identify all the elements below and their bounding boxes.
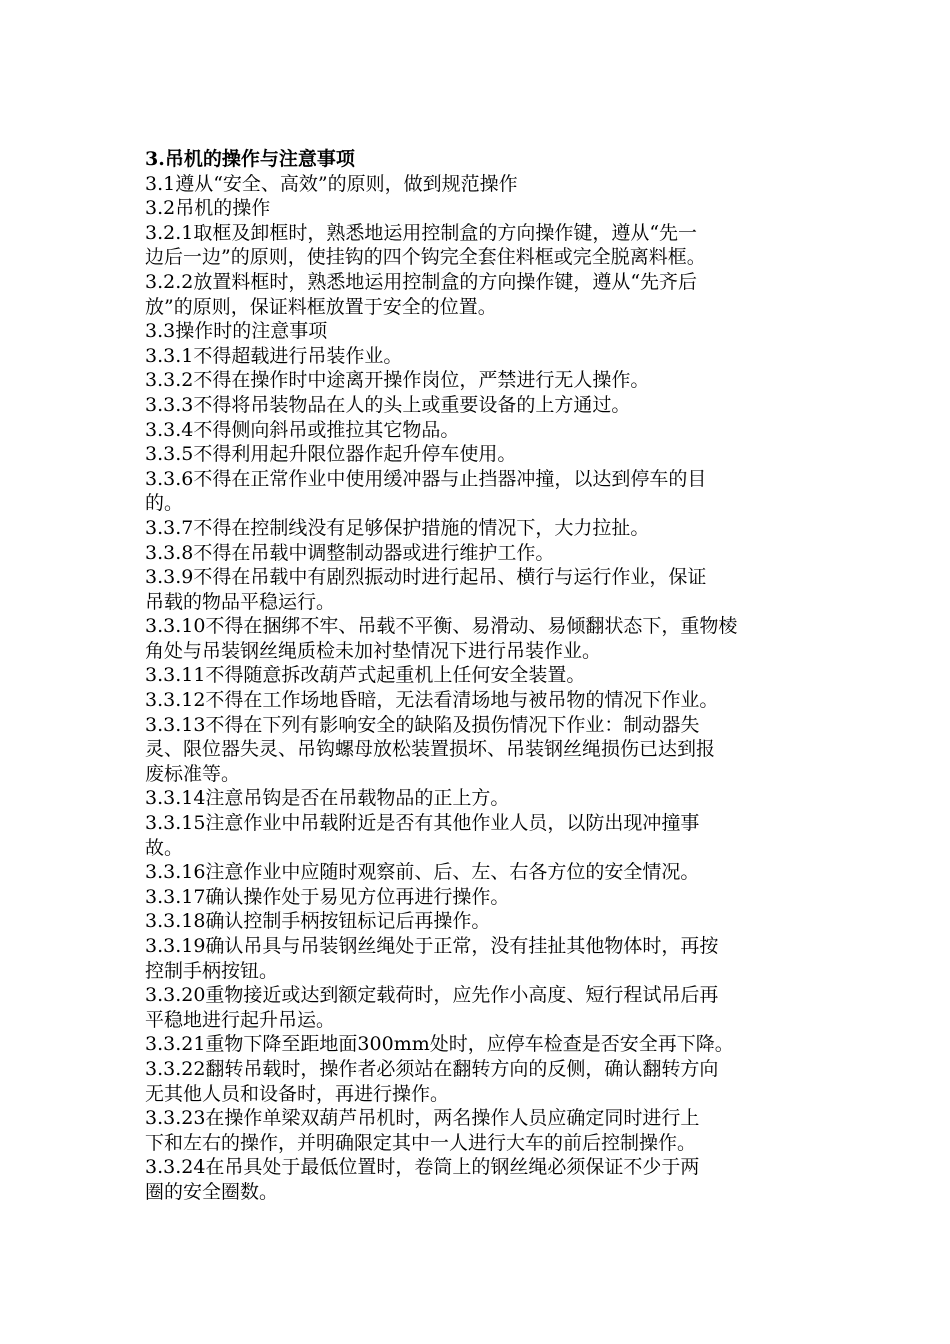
- text-line: 3.3.7不得在控制线没有足够保护措施的情况下，大力拉扯。: [145, 516, 650, 539]
- text-line: 3.2.2放置料框时，熟悉地运用控制盒的方向操作键，遵从“先齐后: [145, 270, 698, 293]
- text-line: 3.3.15注意作业中吊载附近是否有其他作业人员，以防出现冲撞事: [145, 812, 700, 835]
- text-line: 放”的原则，保证料框放置于安全的位置。: [145, 295, 497, 318]
- text-line: 3.3.16注意作业中应随时观察前、后、左、右各方位的安全情况。: [145, 861, 700, 884]
- text-line: 3.3操作时的注意事项: [145, 320, 328, 343]
- text-line: 3.3.12不得在工作场地昏暗，无法看清场地与被吊物的情况下作业。: [145, 689, 719, 712]
- document-body: [145, 147, 813, 1205]
- text-line: 3.3.23在操作单梁双葫芦吊机时，两名操作人员应确定同时进行上: [145, 1107, 700, 1130]
- text-line: 3.3.19确认吊具与吊装钢丝绳处于正常，没有挂扯其他物体时，再按: [145, 935, 719, 957]
- text-line: 3.3.14注意吊钩是否在吊载物品的正上方。: [145, 787, 510, 810]
- text-line: 3.3.4不得侧向斜吊或推拉其它物品。: [145, 418, 460, 441]
- text-line: 控制手柄按钮。: [145, 959, 279, 982]
- text-line: 3.3.1不得超载进行吊装作业。: [145, 344, 403, 367]
- text-line: 故。: [145, 836, 184, 859]
- text-line: 3.3.20重物接近或达到额定载荷时，应先作小高度、短行程试吊后再: [145, 984, 719, 1007]
- text-line: 3.3.10不得在捆绑不牢、吊载不平衡、易滑动、易倾翻状态下，重物棱: [145, 615, 738, 638]
- text-line: 3.3.8不得在吊载中调整制动器或进行维护工作。: [145, 541, 555, 564]
- text-line: 3.2.1取框及卸框时，熟悉地运用控制盒的方向操作键，遵从“先一: [145, 221, 698, 244]
- text-line: 3.3.22翻转吊载时，操作者必须站在翻转方向的反侧，确认翻转方向: [145, 1057, 719, 1080]
- text-line: 平稳地进行起升吊运。: [145, 1008, 336, 1031]
- text-line: 圈的安全圈数。: [145, 1180, 279, 1203]
- text-line: 3.2吊机的操作: [145, 197, 271, 220]
- text-line: 3.3.24在吊具处于最低位置时，卷筒上的钢丝绳必须保证不少于两: [145, 1156, 700, 1179]
- text-line: 角处与吊装钢丝绳质检未加衬垫情况下进行吊装作业。: [145, 639, 602, 662]
- text-line: 无其他人员和设备时，再进行操作。: [145, 1082, 450, 1105]
- text-line: 3.3.5不得利用起升限位器作起升停车使用。: [145, 443, 517, 466]
- text-line: 3.3.13不得在下列有影响安全的缺陷及损伤情况下作业：制动器失: [145, 713, 700, 736]
- text-line: 下和左右的操作，并明确限定其中一人进行大车的前后控制操作。: [145, 1131, 697, 1154]
- text-line: 吊载的物品平稳运行。: [145, 590, 336, 613]
- text-line: 3.3.9不得在吊载中有剧烈振动时进行起吊、横行与运行作业，保证: [145, 566, 707, 589]
- text-line: 边后一边”的原则，使挂钩的四个钩完全套住料框或完全脱离料框。: [145, 246, 706, 269]
- text-line: 3.3.11不得随意拆改葫芦式起重机上任何安全装置。: [145, 664, 586, 687]
- section-lines: [145, 172, 813, 1205]
- text-line: 3.3.6不得在正常作业中使用缓冲器与止挡器冲撞，以达到停车的目: [145, 467, 707, 490]
- text-line: 3.3.3不得将吊装物品在人的头上或重要设备的上方通过。: [145, 393, 631, 416]
- text-line: 废标准等。: [145, 762, 241, 785]
- text-line: 3.3.21重物下降至距地面300mm处时，应停车检查是否安全再下降。: [145, 1033, 734, 1056]
- section-heading: 3.吊机的操作与注意事项: [145, 148, 355, 170]
- text-line: 3.3.17确认操作处于易见方位再进行操作。: [145, 885, 510, 908]
- text-line: 3.3.2不得在操作时中途离开操作岗位，严禁进行无人操作。: [145, 369, 650, 392]
- text-line: 灵、限位器失灵、吊钩螺母放松装置损坏、吊装钢丝绳损伤已达到报: [145, 738, 716, 761]
- text-line: 3.1遵从“安全、高效”的原则，做到规范操作: [145, 172, 518, 195]
- text-line: 的。: [145, 492, 184, 515]
- text-line: 3.3.18确认控制手柄按钮标记后再操作。: [145, 910, 491, 933]
